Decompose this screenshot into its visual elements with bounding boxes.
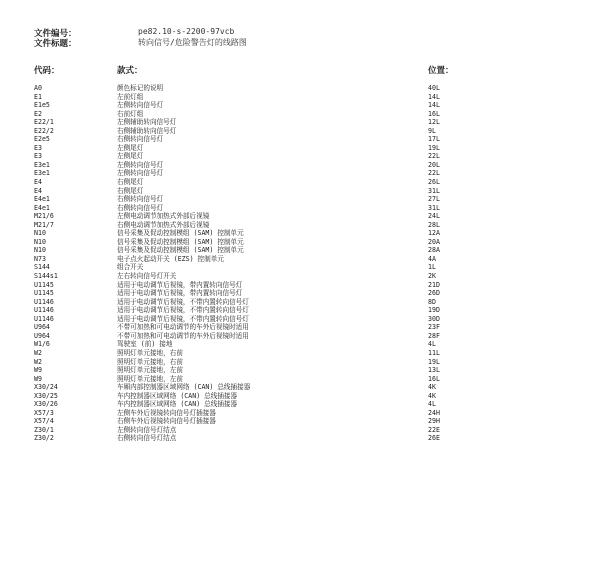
- component-code: W2: [34, 357, 42, 366]
- table-row: [34, 84, 554, 93]
- component-position: 26E: [428, 434, 440, 443]
- component-description: 左侧车外后视镜转向信号灯插接器: [117, 408, 216, 417]
- component-position: 20A: [428, 237, 440, 246]
- component-code: N10: [34, 246, 46, 255]
- component-code: W9: [34, 366, 42, 375]
- component-code: E4: [34, 178, 42, 187]
- table-row: [34, 332, 554, 341]
- component-position: 11L: [428, 348, 440, 357]
- component-code: E22/1: [34, 118, 54, 127]
- component-code: X30/24: [34, 383, 58, 392]
- component-description: 右侧转向信号灯: [117, 135, 164, 144]
- table-row: [34, 152, 554, 161]
- component-position: 4L: [428, 340, 436, 349]
- table-row: [34, 298, 554, 307]
- component-position: 24L: [428, 212, 440, 221]
- table-row: [34, 144, 554, 153]
- component-code: E22/2: [34, 126, 54, 135]
- component-description: 不带可加热和可电动调节的车外后视镜时适用: [117, 323, 249, 332]
- component-code: U1146: [34, 306, 54, 315]
- component-code: M21/6: [34, 212, 54, 221]
- component-description: 照明灯单元接地，左前: [117, 374, 183, 383]
- component-position: 29H: [428, 417, 440, 426]
- table-row: [34, 255, 554, 264]
- component-description: 适用于电动调节后视镜，不带内置转向信号灯: [117, 314, 249, 323]
- table-row: [34, 187, 554, 196]
- component-position: 20L: [428, 160, 440, 169]
- component-position: 16L: [428, 374, 440, 383]
- table-row: [34, 306, 554, 315]
- component-position: 19L: [428, 357, 440, 366]
- component-code: E4e1: [34, 195, 50, 204]
- component-description: 照明灯单元接地，右前: [117, 348, 183, 357]
- component-table: [34, 84, 554, 443]
- component-description: 车内控制器区域网络 (CAN) 总线插接器: [117, 391, 238, 400]
- table-row: [34, 375, 554, 384]
- component-description: 照明灯单元接地，左前: [117, 366, 183, 375]
- table-row: [34, 366, 554, 375]
- component-position: 17L: [428, 135, 440, 144]
- component-position: 4L: [428, 400, 436, 409]
- component-description: 不带可加热和可电动调节的车外后视镜时适用: [117, 331, 249, 340]
- component-description: 适用于电动调节后视镜，带内置转向信号灯: [117, 289, 243, 298]
- table-row: [34, 195, 554, 204]
- table-row: [34, 238, 554, 247]
- table-row: [34, 426, 554, 435]
- component-description: 左侧尾灯: [117, 152, 144, 161]
- document-title-value: 转向信号/危险警告灯的线路图: [138, 38, 247, 47]
- component-position: 13L: [428, 366, 440, 375]
- component-description: 信号采集及促动控制模组 (SAM) 控制单元: [117, 237, 244, 246]
- component-position: 14L: [428, 92, 440, 101]
- component-position: 28A: [428, 246, 440, 255]
- component-description: 左侧转向信号灯结点: [117, 425, 177, 434]
- component-position: 28L: [428, 220, 440, 229]
- component-position: 19D: [428, 306, 440, 315]
- component-code: N73: [34, 254, 46, 263]
- table-row: [34, 340, 554, 349]
- table-row: [34, 289, 554, 298]
- table-row: [34, 118, 554, 127]
- table-row: [34, 221, 554, 230]
- component-code: E3: [34, 143, 42, 152]
- component-code: W2: [34, 348, 42, 357]
- table-row: [34, 263, 554, 272]
- component-description: 右前灯组: [117, 109, 144, 118]
- table-row: [34, 101, 554, 110]
- component-position: 12A: [428, 229, 440, 238]
- component-description: 左前灯组: [117, 92, 144, 101]
- component-code: U1146: [34, 314, 54, 323]
- component-position: 30D: [428, 314, 440, 323]
- component-position: 22E: [428, 425, 440, 434]
- document-number-value: pe82.10-s-2200-97vcb: [138, 27, 235, 36]
- table-row: [34, 93, 554, 102]
- component-position: 2K: [428, 272, 436, 281]
- component-code: E2e5: [34, 135, 50, 144]
- table-row: [34, 349, 554, 358]
- component-description: 信号采集及促动控制模组 (SAM) 控制单元: [117, 246, 244, 255]
- component-position: 26D: [428, 289, 440, 298]
- component-code: X57/3: [34, 408, 54, 417]
- component-position: 31L: [428, 203, 440, 212]
- component-description: 右侧尾灯: [117, 178, 144, 187]
- table-row: [34, 272, 554, 281]
- table-row: [34, 169, 554, 178]
- component-description: 信号采集及促动控制模组 (SAM) 控制单元: [117, 229, 244, 238]
- table-row: [34, 323, 554, 332]
- table-row: [34, 229, 554, 238]
- component-position: 24H: [428, 408, 440, 417]
- column-header-description: 款式：: [117, 66, 143, 76]
- component-description: 车内控制器区域网络 (CAN) 总线插接器: [117, 400, 238, 409]
- component-code: N10: [34, 229, 46, 238]
- component-code: M21/7: [34, 220, 54, 229]
- component-description: 组合开关: [117, 263, 144, 272]
- component-position: 14L: [428, 101, 440, 110]
- table-row: [34, 161, 554, 170]
- table-row: [34, 392, 554, 401]
- table-row: [34, 434, 554, 443]
- component-position: 27L: [428, 195, 440, 204]
- component-description: 电子点火起动开关 (EZS) 控制单元: [117, 254, 224, 263]
- component-code: S144: [34, 263, 50, 272]
- component-description: 左侧电动调节加热式外部后视镜: [117, 212, 210, 221]
- component-description: 右侧车外后视镜转向信号灯插接器: [117, 417, 216, 426]
- component-description: 适用于电动调节后视镜，不带内置转向信号灯: [117, 297, 249, 306]
- component-description: 右侧转向信号灯结点: [117, 434, 177, 443]
- component-code: U964: [34, 323, 50, 332]
- component-description: 左右转向信号灯开关: [117, 272, 177, 281]
- component-code: X30/25: [34, 391, 58, 400]
- component-position: 23F: [428, 323, 440, 332]
- component-position: 1L: [428, 263, 436, 272]
- component-description: 右侧辅助转向信号灯: [117, 126, 177, 135]
- component-position: 4K: [428, 391, 436, 400]
- component-position: 9L: [428, 126, 436, 135]
- component-description: 左侧转向信号灯: [117, 101, 164, 110]
- component-position: 4K: [428, 383, 436, 392]
- table-row: [34, 212, 554, 221]
- component-position: 16L: [428, 109, 440, 118]
- table-row: [34, 315, 554, 324]
- component-description: 左侧转向信号灯: [117, 160, 164, 169]
- table-row: [34, 417, 554, 426]
- component-code: N10: [34, 237, 46, 246]
- component-code: A0: [34, 84, 42, 92]
- document-title-label: 文件标题：: [34, 39, 77, 49]
- table-row: [34, 204, 554, 213]
- table-row: [34, 127, 554, 136]
- component-position: 28F: [428, 331, 440, 340]
- table-row: [34, 358, 554, 367]
- component-position: 31L: [428, 186, 440, 195]
- component-code: U1145: [34, 280, 54, 289]
- component-code: Z30/1: [34, 425, 54, 434]
- component-position: 21D: [428, 280, 440, 289]
- component-position: 22L: [428, 169, 440, 178]
- component-description: 左侧辅助转向信号灯: [117, 118, 177, 127]
- table-row: [34, 178, 554, 187]
- component-code: Z30/2: [34, 434, 54, 443]
- component-code: X30/26: [34, 400, 58, 409]
- component-description: 颜色标记的说明: [117, 84, 164, 92]
- table-row: [34, 409, 554, 418]
- component-code: E2: [34, 109, 42, 118]
- table-row: [34, 246, 554, 255]
- component-code: W1/6: [34, 340, 50, 349]
- component-position: 4A: [428, 254, 436, 263]
- component-code: U1146: [34, 297, 54, 306]
- component-description: 适用于电动调节后视镜，带内置转向信号灯: [117, 280, 243, 289]
- component-code: E1: [34, 92, 42, 101]
- component-code: E3: [34, 152, 42, 161]
- component-description: 适用于电动调节后视镜，不带内置转向信号灯: [117, 306, 249, 315]
- component-description: 照明灯单元接地，右前: [117, 357, 183, 366]
- component-position: 26L: [428, 178, 440, 187]
- component-code: E4: [34, 186, 42, 195]
- component-description: 右侧转向信号灯: [117, 195, 164, 204]
- component-code: E4e1: [34, 203, 50, 212]
- component-description: 车厢内部控制器区域网络 (CAN) 总线插接器: [117, 383, 251, 392]
- table-row: [34, 400, 554, 409]
- component-code: S144s1: [34, 272, 58, 281]
- component-position: 19L: [428, 143, 440, 152]
- document-number-label: 文件编号：: [34, 29, 77, 39]
- component-code: E3e1: [34, 169, 50, 178]
- component-code: X57/4: [34, 417, 54, 426]
- component-code: U1145: [34, 289, 54, 298]
- table-row: [34, 135, 554, 144]
- component-position: 8D: [428, 297, 436, 306]
- component-description: 左侧转向信号灯: [117, 169, 164, 178]
- component-description: 右侧尾灯: [117, 186, 144, 195]
- component-position: 22L: [428, 152, 440, 161]
- component-position: 40L: [428, 84, 440, 92]
- component-description: 右侧转向信号灯: [117, 203, 164, 212]
- column-header-code: 代码：: [34, 66, 60, 76]
- column-header-position: 位置：: [428, 66, 454, 76]
- component-code: W9: [34, 374, 42, 383]
- component-code: E1e5: [34, 101, 50, 110]
- component-description: 右侧电动调节加热式外部后视镜: [117, 220, 210, 229]
- component-code: E3e1: [34, 160, 50, 169]
- component-code: U964: [34, 331, 50, 340]
- component-description: 驾驶室 (前) 接地: [117, 340, 173, 349]
- component-position: 12L: [428, 118, 440, 127]
- table-row: [34, 110, 554, 119]
- component-description: 左侧尾灯: [117, 143, 144, 152]
- table-row: [34, 383, 554, 392]
- table-row: [34, 281, 554, 290]
